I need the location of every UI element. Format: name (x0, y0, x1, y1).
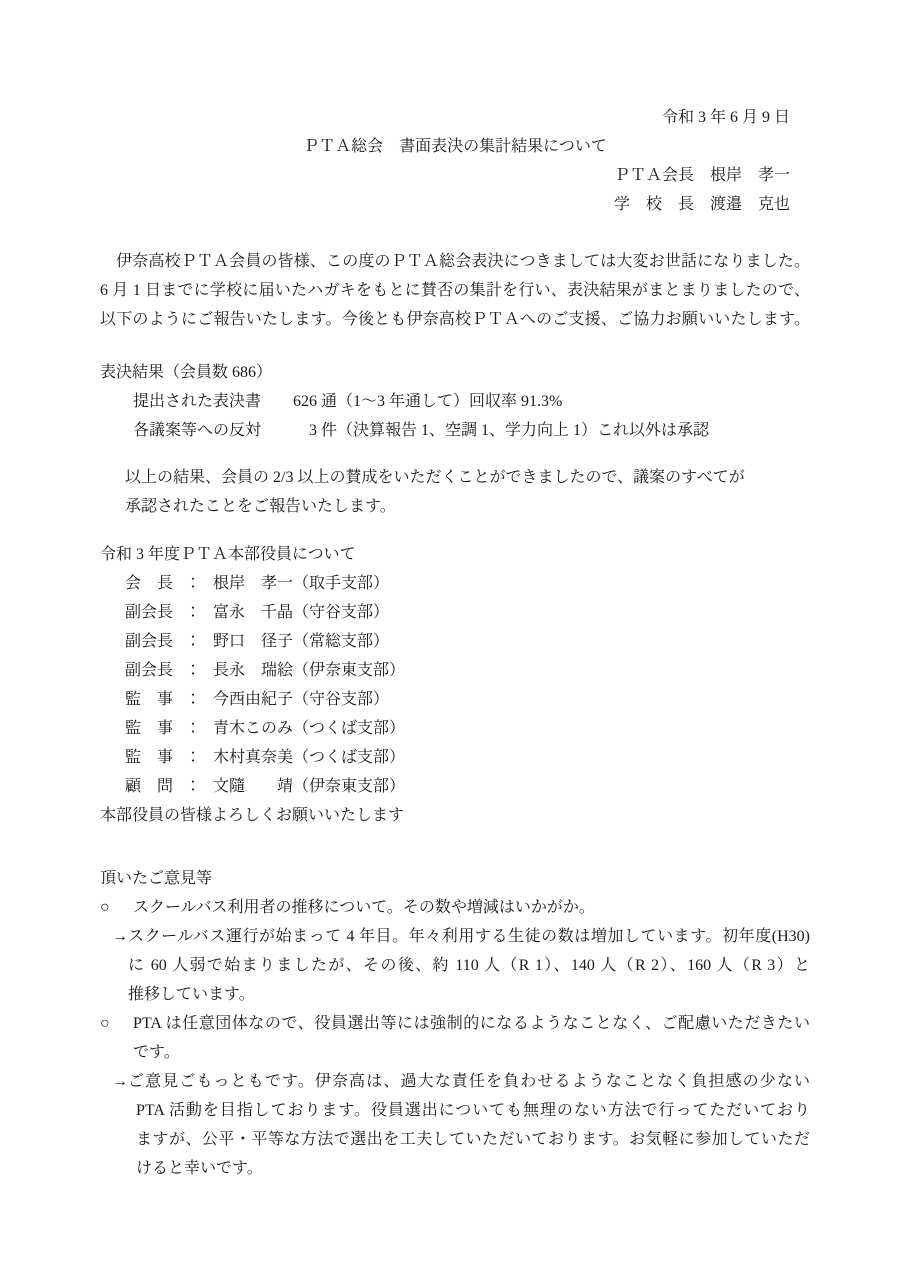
approval-note-line-2: 承認されたことをご報告いたします。 (125, 498, 396, 515)
officers-section (100, 540, 810, 830)
officer-row-auditor-3: 監 事 ： 木村真奈美（つくば支部） (125, 749, 406, 766)
officers-closing-line: 本部役員の皆様よろしくお願いいたします (100, 807, 405, 824)
officer-row-president: 会 長 ： 根岸 孝一（取手支部） (125, 575, 390, 592)
officer-row-auditor-1: 監 事 ： 今西由紀子（守谷支部） (125, 691, 390, 708)
opinion-answer-2-line-1: ご意見ごもっともです。伊奈高は、過大な責任を負わせるようなことなく負担感の少ない (128, 1073, 810, 1090)
opinion-answer-1-line-2: に 60 人弱で始まりましたが、その後、約 110 人（R 1）、140 人（R 2）、160 人（R 3）と (128, 957, 810, 974)
document-title: ＰＴＡ総会 書面表決の集計結果について (303, 138, 607, 155)
vote-results-opposed-row: 各議案等への反対 3 件（決算報告 1、空調 1、学力向上 1）これ以外は承認 (133, 422, 710, 439)
vote-results-submitted-row: 提出された表決書 626 通（1～3 年通して）回収率 91.3% (133, 393, 563, 410)
officer-row-vice-president-2: 副会長 ： 野口 径子（常総支部） (125, 633, 390, 650)
opinion-question-2 (100, 1009, 810, 1038)
date-line: 令和 3 年 6 月 9 日 (661, 109, 790, 126)
officers-heading: 令和 3 年度ＰＴＡ本部役員について (100, 546, 356, 563)
vote-results-heading: 表決結果（会員数 686） (100, 364, 273, 381)
opinion-answer-2-line-4: けると幸いです。 (136, 1160, 263, 1177)
opinion-question-2-line-1: PTA は任意団体なので、役員選出等には強制的になるようなことなく、ご配慮いただきたい (133, 1015, 810, 1032)
officer-row-advisor: 顧 問 ： 文隨 靖（伊奈東支部） (125, 778, 406, 795)
officer-row-vice-president-3: 副会長 ： 長永 瑞絵（伊奈東支部） (125, 662, 406, 679)
circle-bullet-marker: ○ (100, 899, 110, 916)
approval-note-line-1: 以上の結果、会員の 2/3 以上の賛成をいただくことができましたので、議案のすべてが (125, 469, 745, 486)
sender-principal-line: 学 校 長 渡邉 克也 (613, 196, 790, 213)
sender-pta-chair-line: ＰＴＡ会長 根岸 孝一 (613, 167, 790, 184)
intro-line-1: 伊奈高校ＰＴＡ会員の皆様、この度のＰＴＡ総会表決につきましては大変お世話になりました。 (100, 253, 810, 270)
intro-line-2: 6 月 1 日までに学校に届いたハガキをもとに賛否の集計を行い、表決結果がまとまりましたので、 (100, 282, 810, 299)
officer-row-vice-president-1: 副会長 ： 富永 千晶（守谷支部） (125, 604, 390, 621)
opinion-answer-2-line-3: ますが、公平・平等な方法で選出を工夫していただいております。お気軽に参加していただ (136, 1131, 810, 1148)
opinion-question-1 (100, 893, 810, 922)
intro-line-3: 以下のようにご報告いたします。今後とも伊奈高校ＰＴＡへのご支援、ご協力お願いいたします。 (100, 311, 810, 328)
opinions-heading: 頂いたご意見等 (100, 870, 213, 887)
opinion-question-2-line-2: です。 (133, 1044, 180, 1061)
opinion-answer-2-line-2: PTA 活動を目指しております。役員選出についても無理のない方法で行ってただいており (136, 1102, 810, 1119)
opinion-question-1-text: スクールバス利用者の推移について。その数や増減はいかがか。 (133, 899, 595, 916)
opinion-answer-2 (112, 1067, 810, 1096)
arrow-marker: → (112, 928, 128, 945)
opinions-section (100, 864, 810, 1183)
opinion-answer-1-line-3: 推移しています。 (128, 986, 255, 1003)
officer-row-auditor-2: 監 事 ： 青木このみ（つくば支部） (125, 720, 406, 737)
opinion-answer-1-line-1: スクールバス運行が始まって 4 年目。年々利用する生徒の数は増加しています。初年度(H30) (128, 928, 810, 945)
vote-results-section (100, 358, 810, 445)
arrow-marker: → (112, 1073, 128, 1090)
intro-paragraph (100, 247, 810, 334)
circle-bullet-marker: ○ (100, 1015, 110, 1032)
approval-note (100, 463, 810, 521)
opinion-answer-1 (112, 922, 810, 951)
